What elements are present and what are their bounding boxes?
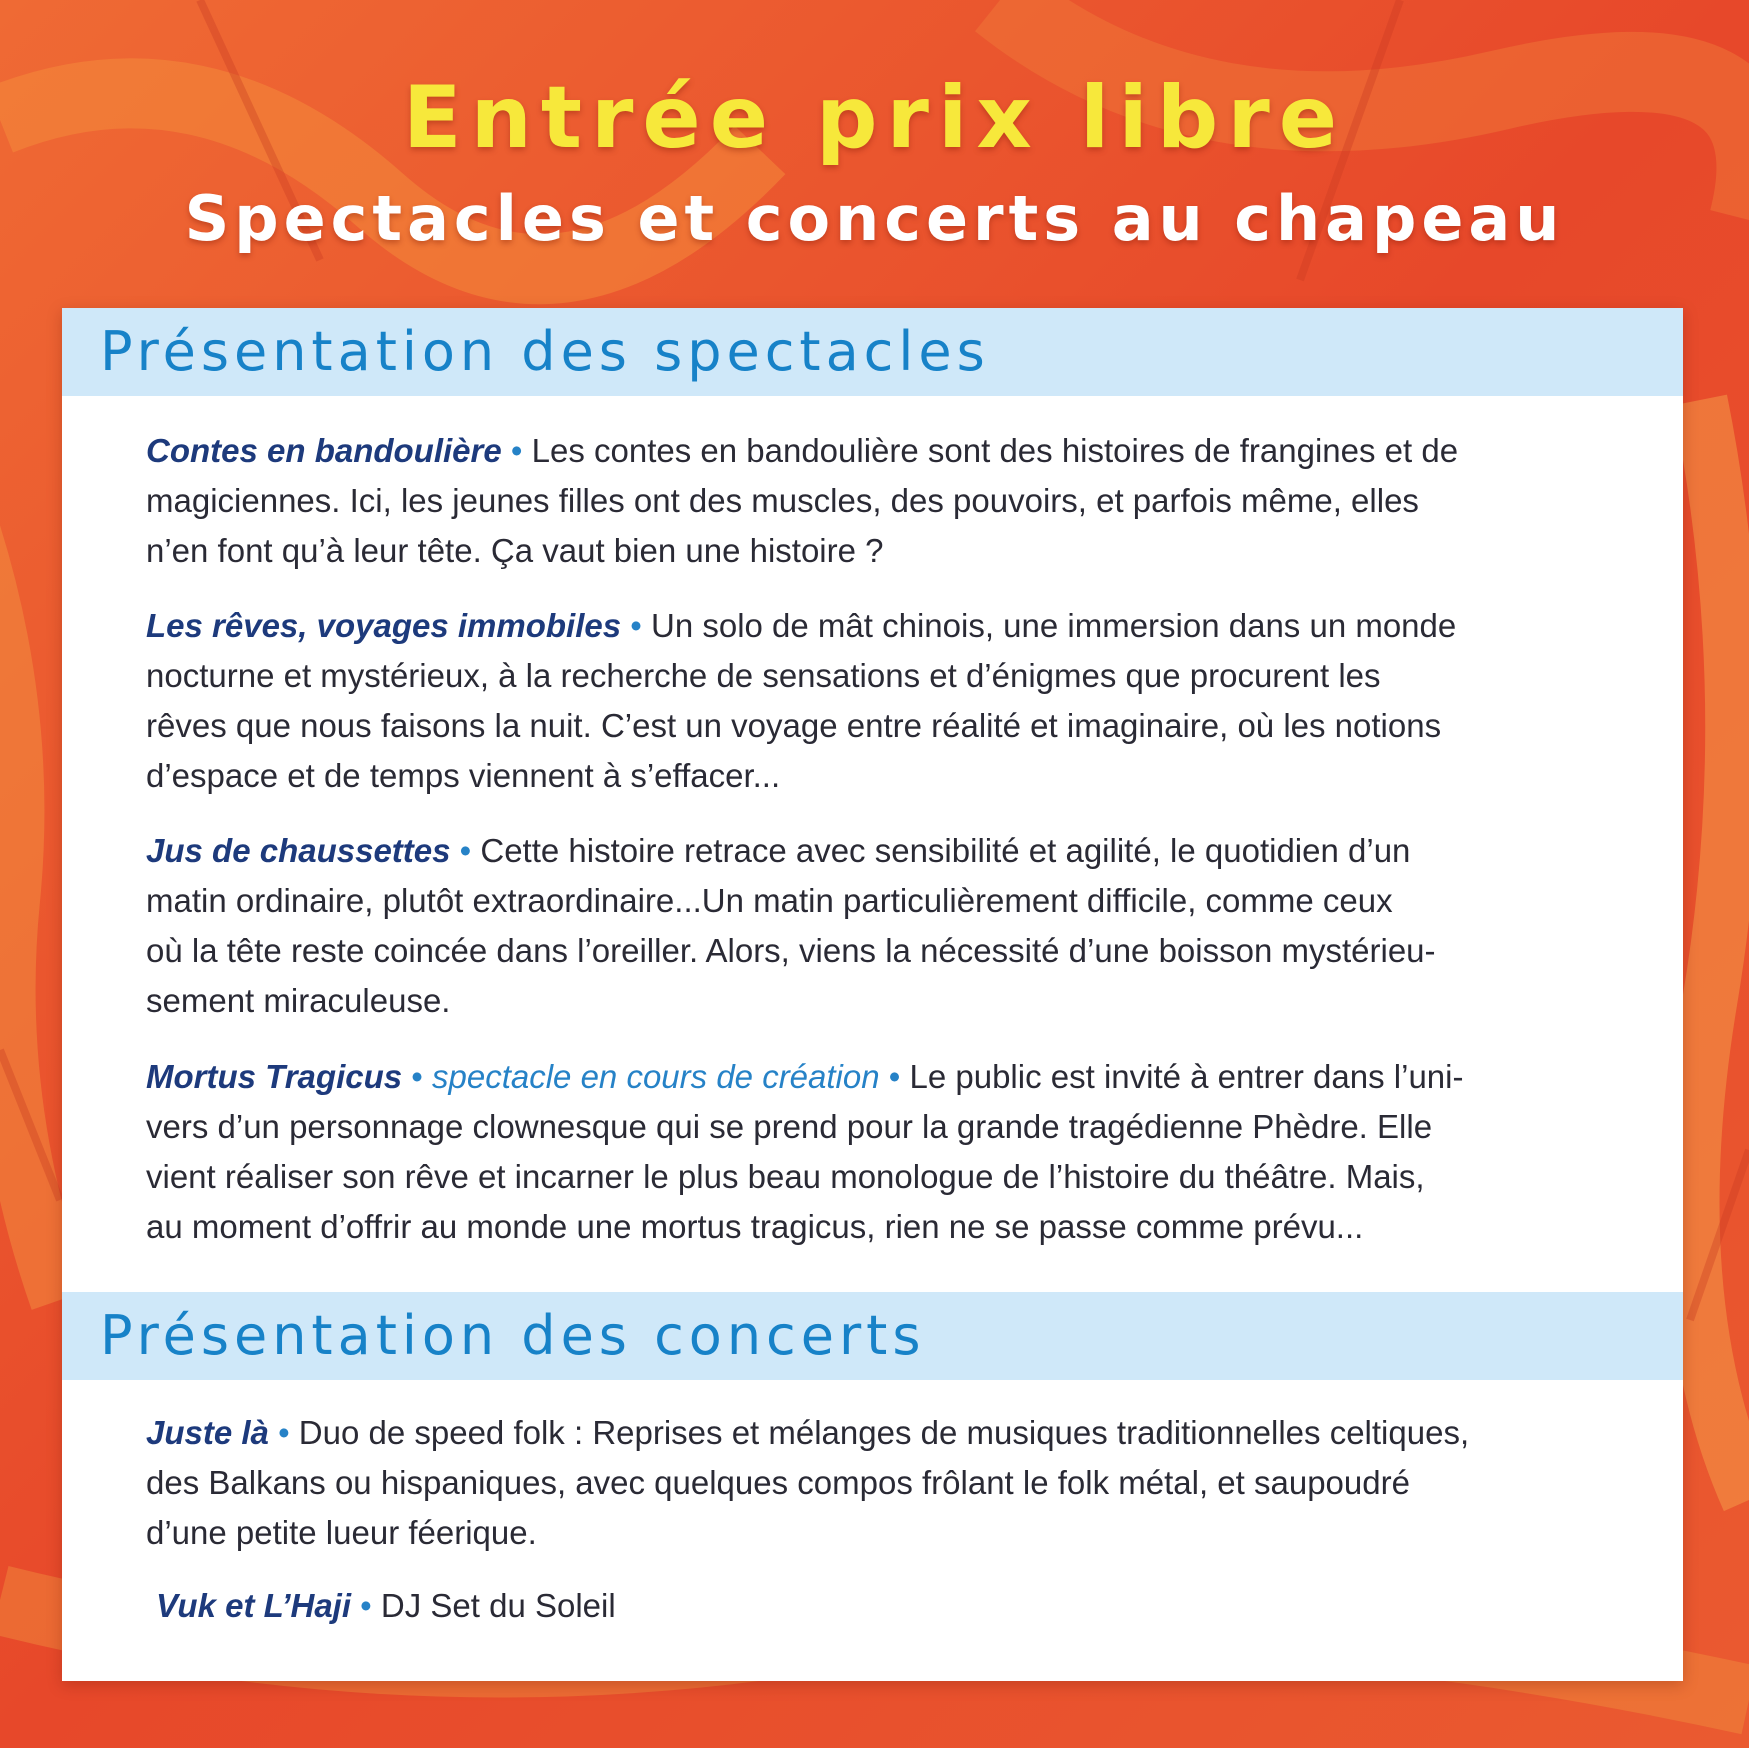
show-desc-line: au moment d’offrir au monde une mortus tragicus, rien ne se passe comme prévu...	[146, 1208, 1364, 1245]
show-desc-line: sement miraculeuse.	[146, 982, 451, 1019]
concert-title: Vuk et L’Haji	[156, 1587, 352, 1624]
show-desc-line: n’en font qu’à leur tête. Ça vaut bien une histoire ?	[146, 532, 884, 569]
concert-desc-line: Duo de speed folk : Reprises et mélanges de musiques traditionnelles celtiques,	[298, 1414, 1470, 1451]
show-title: Jus de chaussettes	[146, 832, 451, 869]
show-desc-line: rêves que nous faisons la nuit. C’est un voyage entre réalité et imaginaire, où les notions	[146, 707, 1442, 744]
show-desc-line: où la tête reste coincée dans l’oreiller. Alors, viens la nécessité d’une boisson mystérieu-	[146, 932, 1436, 969]
show-title: Les rêves, voyages immobiles	[146, 607, 622, 644]
page-subtitle: Spectacles et concerts au chapeau	[184, 182, 1565, 255]
show-desc-line: d’espace et de temps viennent à s’effacer...	[146, 757, 781, 794]
show-entry: Les rêves, voyages immobiles • Un solo de mât chinois, une immersion dans un monde nocturne et mystérieux, à la recherche de sensations et d’énigmes que procurent les rêves que nous faisons la nuit. C’est un voyage entre réalité et imaginaire, où les notions d’espace et de temps viennent à s’effacer...	[146, 607, 1457, 794]
concert-title: Juste là	[146, 1414, 269, 1451]
show-title: Mortus Tragicus	[146, 1058, 403, 1095]
content-panel	[62, 308, 1683, 1681]
section-heading-shows: Présentation des spectacles	[62, 308, 1683, 396]
concert-desc-line: DJ Set du Soleil	[380, 1587, 616, 1624]
show-desc-line: matin ordinaire, plutôt extraordinaire...Un matin particulièrement difficile, comme ceux	[146, 882, 1393, 919]
show-title: Contes en bandoulière	[146, 432, 502, 469]
show-desc-line: magiciennes. Ici, les jeunes filles ont des muscles, des pouvoirs, et parfois même, elles	[146, 482, 1419, 519]
show-desc-line: Les contes en bandoulière sont des histoires de frangines et de	[531, 432, 1459, 469]
show-desc-line: vient réaliser son rêve et incarner le plus beau monologue de l’histoire du théâtre. Mais,	[146, 1158, 1425, 1195]
page-title: Entrée prix libre	[402, 68, 1347, 168]
show-desc-line: Un solo de mât chinois, une immersion dans un monde	[650, 607, 1457, 644]
show-entry: Jus de chaussettes • Cette histoire retrace avec sensibilité et agilité, le quotidien d’un matin ordinaire, plutôt extraordinaire...Un matin particulièrement difficile, comme ceux où la tête reste coincée dans l’oreiller. Alors, viens la nécessité d’une boisson mystérieu- sement miraculeuse.	[146, 832, 1436, 1019]
show-note: spectacle en cours de création	[432, 1058, 880, 1095]
show-desc-line: Cette histoire retrace avec sensibilité et agilité, le quotidien d’un	[480, 832, 1411, 869]
show-entry: Mortus Tragicus • spectacle en cours de création • Le public est invité à entrer dans l’uni- vers d’un personnage clownesque qui se prend pour la grande tragédienne Phèdre. Elle vient réaliser son rêve et incarner le plus beau monologue de l’histoire du théâtre. Mais, au moment d’offrir au monde une mortus tragicus, rien ne se passe comme prévu...	[146, 1058, 1464, 1245]
concert-desc-line: des Balkans ou hispaniques, avec quelques compos frôlant le folk métal, et saupoudré	[146, 1464, 1410, 1501]
show-desc-line: Le public est invité à entrer dans l’uni-	[909, 1058, 1464, 1095]
show-desc-line: nocturne et mystérieux, à la recherche de sensations et d’énigmes que procurent les	[146, 657, 1381, 694]
concert-entry: Juste là • Duo de speed folk : Reprises et mélanges de musiques traditionnelles celtiques, des Balkans ou hispaniques, avec quelques compos frôlant le folk métal, et saupoudré d’une petite lueur féerique.	[146, 1414, 1470, 1551]
concert-desc-line: d’une petite lueur féerique.	[146, 1514, 537, 1551]
concert-entry: Vuk et L’Haji • DJ Set du Soleil	[156, 1587, 616, 1624]
show-entry: Contes en bandoulière • Les contes en bandoulière sont des histoires de frangines et de magiciennes. Ici, les jeunes filles ont des muscles, des pouvoirs, et parfois même, elles n’en font qu’à leur tête. Ça vaut bien une histoire ?	[146, 432, 1459, 569]
section-heading-concerts: Présentation des concerts	[62, 1292, 1683, 1380]
show-desc-line: vers d’un personnage clownesque qui se prend pour la grande tragédienne Phèdre. Elle	[146, 1108, 1433, 1145]
